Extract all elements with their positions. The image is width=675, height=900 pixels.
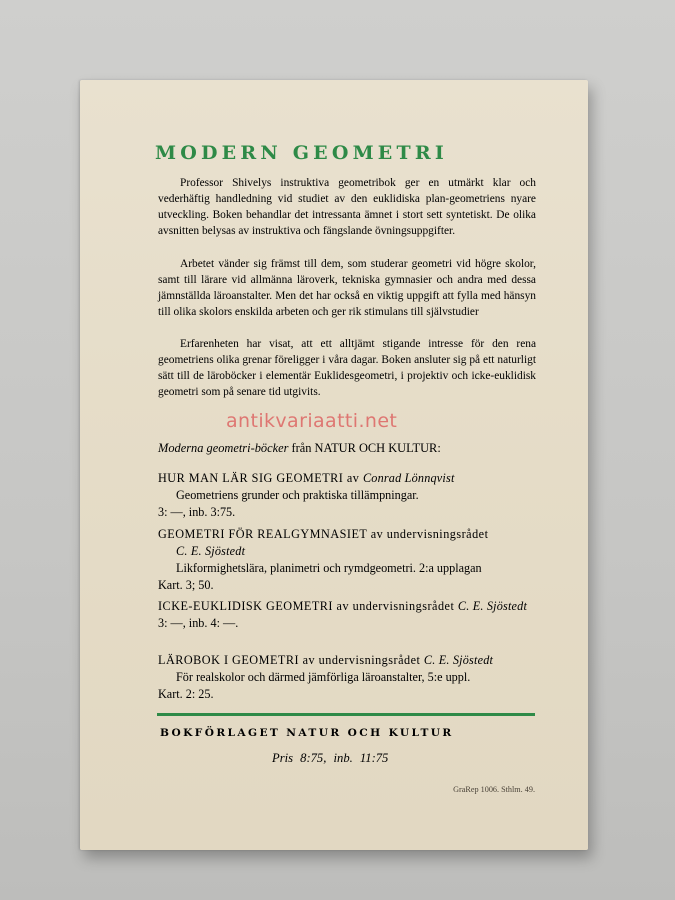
entry-description: För realskolor och därmed jämförliga läroanstalter, 5:e uppl. [176, 670, 471, 684]
entry-author: C. E. Sjöstedt [423, 653, 494, 667]
book-list-intro [158, 441, 538, 456]
entry-by: av undervisningsrådet [299, 653, 424, 667]
printer-mark: GraRep 1006. Sthlm. 49. [453, 785, 535, 794]
entry-price: 3: —, inb. 4: —. [158, 616, 239, 630]
entry-description: Geometriens grunder och praktiska tillämpningar. [176, 488, 419, 502]
entry-title: ICKE‐EUKLIDISK GEOMETRI [158, 599, 333, 613]
book-title: MODERN GEOMETRI [155, 142, 448, 164]
entry-by: av undervisningsrådet [367, 527, 489, 541]
book-entry [158, 526, 536, 594]
description-paragraph-3: Erfarenheten har visat, att ett alltjämt stigande intresse för den rena geometriens olika grenar föreligger i våra dagar. Boken ansluter sig på ett naturligt sätt till de läroböcker i elementär Euklidesgeometri, i projektiv och icke‐euklidisk geometri som på senare tid utgivits. [158, 338, 536, 398]
green-divider [157, 713, 535, 716]
entry-by: av [343, 471, 363, 485]
book-entry [158, 470, 536, 521]
book-entry [158, 652, 536, 703]
entry-author: C. E. Sjöstedt [176, 544, 246, 558]
intro-rest: från NATUR OCH KULTUR: [288, 441, 441, 455]
entry-author: Conrad Lönnqvist [362, 471, 455, 485]
intro-italic: Moderna geometri‐böcker [158, 441, 289, 455]
entry-title: GEOMETRI FÖR REALGYMNASIET [158, 527, 368, 541]
description-paragraph-1: Professor Shivelys instruktiva geometribok ger en utmärkt klar och vederhäftig handledning vid studiet av den euklidiska plan‐geometriens nyare utveckling. Boken behandlar det intressanta ämnet i stort sett syntetiskt. De olika avsnitten belysas av instruktiva och fängslande övningsuppgifter. [158, 177, 536, 237]
book-entry [158, 598, 536, 632]
description-paragraph-2: Arbetet vänder sig främst till dem, som studerar geometri vid högre skolor, samt till lärare vid allmänna läroverk, tekniska gymnasier och andra med dessa jämnställda läroanstalter. Men det har också en viktig uppgift att fylla med hänsyn till olika skolors enskilda arbeten och ger rik stimulans till självstudier [158, 258, 536, 318]
entry-by: av undervisningsrådet [333, 599, 458, 613]
price-line: Pris 8:75, inb. 11:75 [272, 751, 389, 765]
entry-author: C. E. Sjöstedt [457, 599, 528, 613]
entry-title: LÄROBOK I GEOMETRI [158, 653, 300, 667]
entry-description: Likformighetslära, planimetri och rymdgeometri. 2:a upplagan [176, 561, 482, 575]
entry-price: 3: —, inb. 3:75. [158, 505, 236, 519]
entry-title: HUR MAN LÄR SIG GEOMETRI [158, 471, 344, 485]
entry-price: Kart. 2: 25. [158, 687, 214, 701]
publisher-name: BOKFÖRLAGET NATUR OCH KULTUR [160, 727, 454, 739]
watermark-text: antikvariaatti.net [226, 410, 398, 432]
entry-price: Kart. 3; 50. [158, 578, 214, 592]
